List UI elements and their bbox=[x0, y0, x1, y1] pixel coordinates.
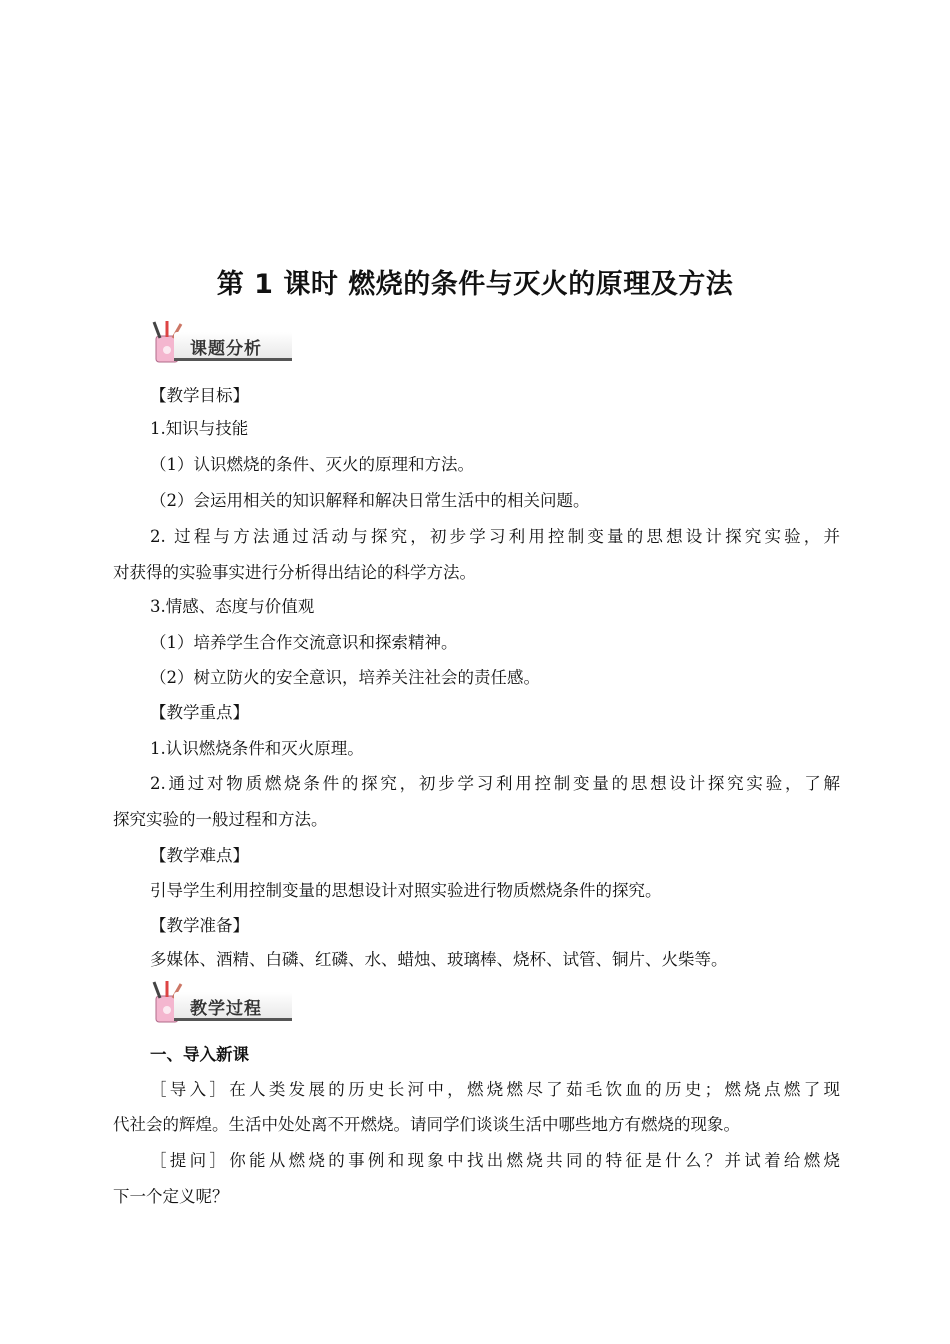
text-line: 2.通过对物质燃烧条件的探究，初步学习利用控制变量的思想设计探究实验，了解 bbox=[150, 774, 840, 793]
text-line: 1.知识与技能 bbox=[150, 419, 249, 438]
text-line: 【教学目标】 bbox=[150, 386, 249, 405]
text-line: 探究实验的一般过程和方法。 bbox=[113, 810, 328, 829]
text-line: 【教学难点】 bbox=[150, 846, 249, 865]
section-badge-analysis bbox=[148, 320, 298, 366]
text-line: 代社会的辉煌。生活中处处离不开燃烧。请同学们谈谈生活中哪些地方有燃烧的现象。 bbox=[113, 1115, 740, 1134]
text-line: ［导入］在人类发展的历史长河中，燃烧燃尽了茹毛饮血的历史；燃烧点燃了现 bbox=[150, 1080, 840, 1099]
text-line: （2）会运用相关的知识解释和解决日常生活中的相关问题。 bbox=[150, 491, 590, 510]
text-line: （1）培养学生合作交流意识和探索精神。 bbox=[150, 633, 458, 652]
text-line: （2）树立防火的安全意识，培养关注社会的责任感。 bbox=[150, 668, 540, 687]
badge-process-label: 教学过程 bbox=[190, 999, 262, 1019]
text-line: 多媒体、酒精、白磷、红磷、水、蜡烛、玻璃棒、烧杯、试管、铜片、火柴等。 bbox=[150, 950, 728, 969]
text-line: 对获得的实验事实进行分析得出结论的科学方法。 bbox=[113, 563, 476, 582]
lesson-title: 第 1 课时 燃烧的条件与灭火的原理及方法 bbox=[216, 269, 734, 300]
badge-analysis-label: 课题分析 bbox=[190, 339, 262, 359]
text-line: 下一个定义呢？ bbox=[113, 1187, 229, 1206]
text-line: （1）认识燃烧的条件、灭火的原理和方法。 bbox=[150, 455, 474, 474]
text-line: 2. 过程与方法通过活动与探究，初步学习利用控制变量的思想设计探究实验，并 bbox=[150, 527, 840, 546]
text-line: 3.情感、态度与价值观 bbox=[150, 597, 315, 616]
text-line: 【教学重点】 bbox=[150, 703, 249, 722]
text-line: 【教学准备】 bbox=[150, 916, 249, 935]
text-line: ［提问］你能从燃烧的事例和现象中找出燃烧共同的特征是什么？并试着给燃烧 bbox=[150, 1151, 840, 1170]
text-line: 引导学生利用控制变量的思想设计对照实验进行物质燃烧条件的探究。 bbox=[150, 881, 662, 900]
text-line: 1.认识燃烧条件和灭火原理。 bbox=[150, 739, 364, 758]
section-heading: 一、导入新课 bbox=[150, 1045, 249, 1064]
section-badge-process bbox=[148, 980, 298, 1026]
